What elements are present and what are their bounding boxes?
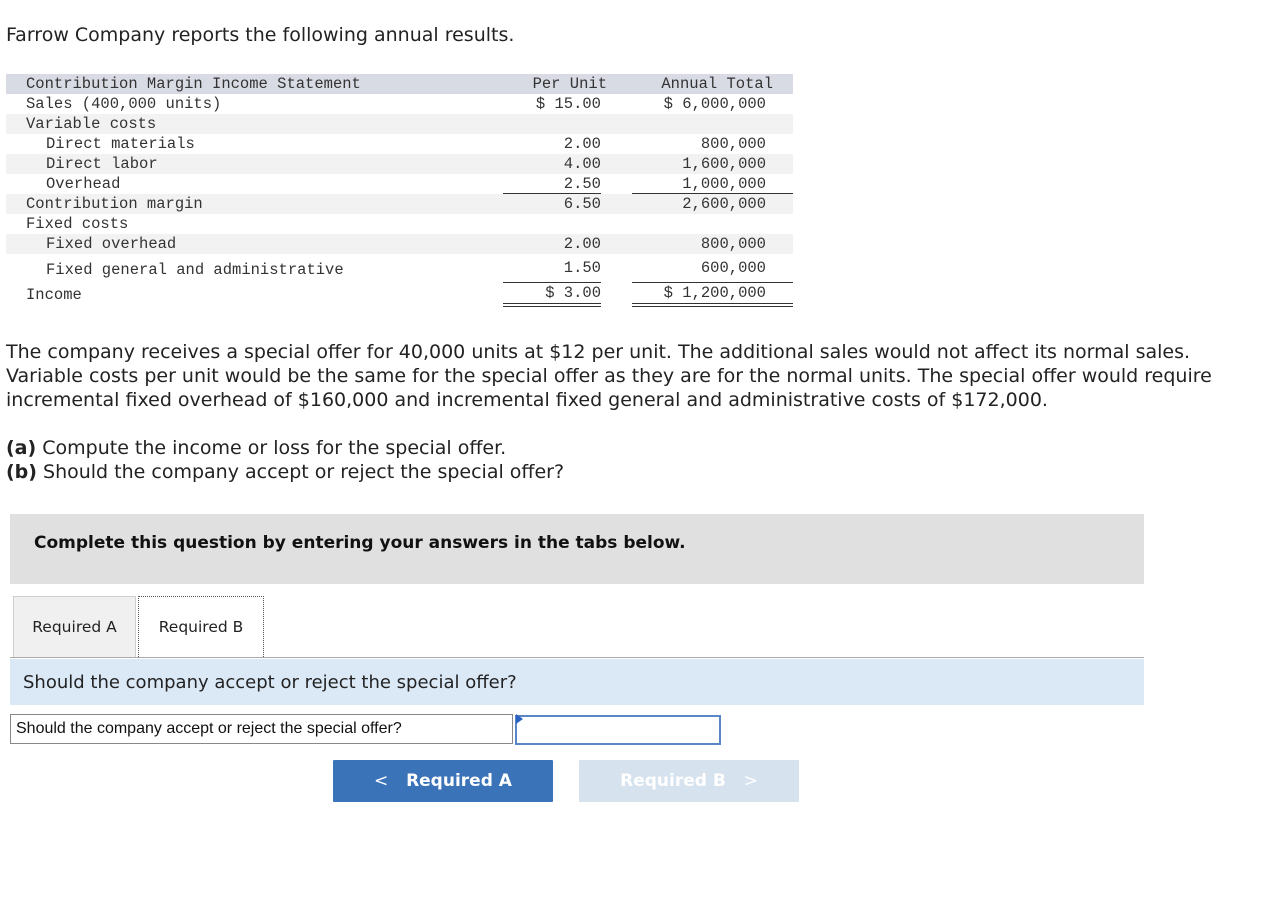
row-label: Variable costs bbox=[26, 115, 157, 133]
annual-value: $ 6,000,000 bbox=[663, 95, 766, 113]
next-required-b-button[interactable] bbox=[579, 760, 799, 802]
special-offer-paragraph: The company receives a special offer for 40,000 units at $12 per unit. The additional sales would not affect its normal sales. Variable costs per unit would be the same for the special offer as they are for the normal units. The special offer would require incremental fixed overhead of $160,000 and incremental fixed general and administrative costs of $172,000. bbox=[6, 341, 1212, 411]
prev-button-label: Required A bbox=[406, 771, 512, 791]
annual-value: 1,000,000 bbox=[682, 175, 766, 193]
row-label: Income bbox=[26, 286, 82, 304]
statement-title: Contribution Margin Income Statement bbox=[26, 75, 361, 93]
statement-row-direct-labor bbox=[6, 154, 793, 174]
per-unit-value: 2.50 bbox=[563, 175, 601, 193]
statement-header-row bbox=[6, 74, 793, 94]
per-unit-value: $ 15.00 bbox=[535, 95, 601, 113]
intro-text: Farrow Company reports the following annual results. bbox=[6, 24, 515, 46]
next-button-label: Required B bbox=[620, 771, 726, 791]
per-unit-value: 4.00 bbox=[563, 155, 601, 173]
question-a-tag: (a) bbox=[6, 437, 37, 459]
chevron-left-icon: < bbox=[374, 771, 389, 791]
per-unit-value: 2.00 bbox=[563, 235, 601, 253]
statement-row-sales bbox=[6, 94, 793, 114]
per-unit-value: 1.50 bbox=[563, 259, 601, 277]
row-label: Contribution margin bbox=[26, 195, 203, 213]
panel-question-bar bbox=[10, 659, 1144, 705]
statement-row-fixed-g-and-a bbox=[6, 254, 793, 280]
annual-total-header: Annual Total bbox=[661, 75, 773, 93]
row-label: Direct materials bbox=[46, 135, 195, 153]
row-label: Fixed overhead bbox=[46, 235, 177, 253]
row-label: Sales (400,000 units) bbox=[26, 95, 222, 113]
question-b-tag: (b) bbox=[6, 461, 37, 483]
per-unit-value: $ 3.00 bbox=[545, 284, 601, 302]
annual-value: 600,000 bbox=[700, 259, 766, 277]
answer-label: Should the company accept or reject the special offer? bbox=[10, 714, 513, 744]
instructions-banner bbox=[10, 514, 1144, 584]
statement-row-fixed-overhead bbox=[6, 234, 793, 254]
statement-row-direct-materials bbox=[6, 134, 793, 154]
answer-dropdown[interactable] bbox=[515, 715, 721, 745]
statement-row-income bbox=[6, 280, 793, 312]
annual-value: 800,000 bbox=[700, 235, 766, 253]
annual-value: $ 1,200,000 bbox=[663, 284, 766, 302]
chevron-right-icon: > bbox=[743, 771, 758, 791]
statement-row-contribution-margin bbox=[6, 194, 793, 214]
statement-row-variable-costs bbox=[6, 114, 793, 134]
statement-row-overhead bbox=[6, 174, 793, 194]
statement-row-fixed-costs bbox=[6, 214, 793, 234]
question-b bbox=[6, 460, 564, 484]
per-unit-value: 6.50 bbox=[563, 195, 601, 213]
prev-required-a-button[interactable] bbox=[333, 760, 553, 802]
annual-value: 2,600,000 bbox=[682, 195, 766, 213]
income-statement bbox=[6, 74, 793, 312]
double-underline bbox=[503, 303, 601, 307]
row-label: Fixed costs bbox=[26, 215, 129, 233]
flag-icon bbox=[516, 714, 523, 724]
banner-text: Complete this question by entering your answers in the tabs below. bbox=[34, 533, 686, 553]
row-label: Fixed general and administrative bbox=[46, 261, 344, 279]
row-label: Overhead bbox=[46, 175, 121, 193]
tab-required-b[interactable]: Required B bbox=[138, 596, 264, 657]
per-unit-header: Per Unit bbox=[532, 75, 607, 93]
panel-question-text: Should the company accept or reject the special offer? bbox=[23, 672, 517, 693]
per-unit-value: 2.00 bbox=[563, 135, 601, 153]
questions bbox=[6, 436, 564, 484]
answer-row bbox=[10, 714, 720, 744]
annual-value: 800,000 bbox=[700, 135, 766, 153]
row-label: Direct labor bbox=[46, 155, 158, 173]
tab-divider bbox=[10, 657, 1144, 658]
double-underline bbox=[632, 303, 793, 307]
question-a-text: Compute the income or loss for the special offer. bbox=[36, 437, 507, 459]
annual-value: 1,600,000 bbox=[682, 155, 766, 173]
question-b-text: Should the company accept or reject the special offer? bbox=[36, 461, 565, 483]
tab-required-a[interactable]: Required A bbox=[13, 596, 136, 657]
question-a bbox=[6, 436, 564, 460]
